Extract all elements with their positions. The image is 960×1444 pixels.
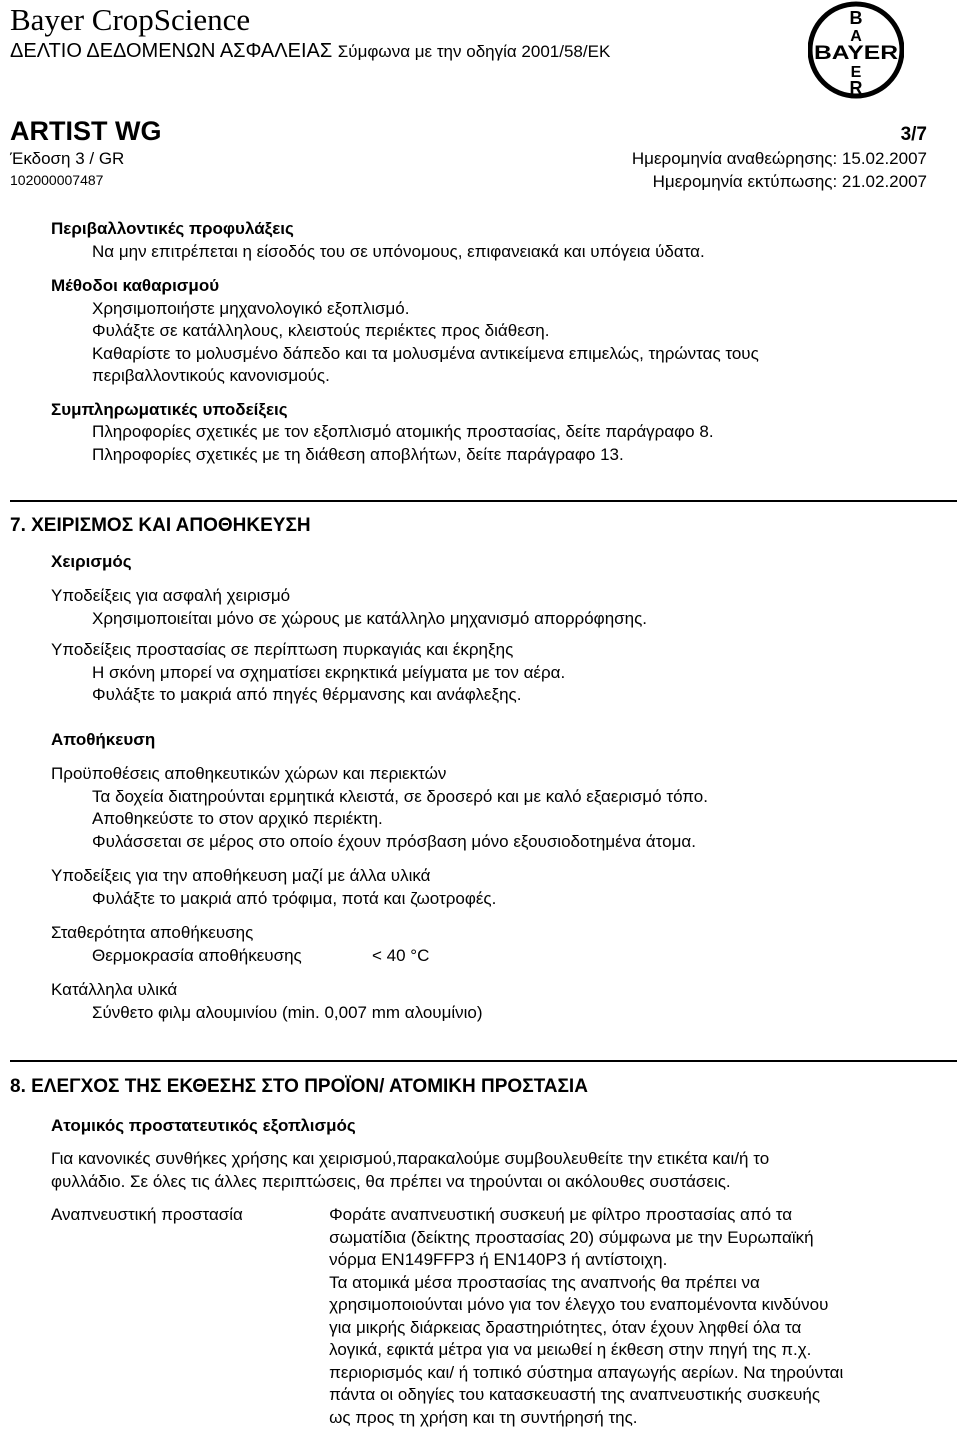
page-number: 3/7 <box>900 124 927 145</box>
fire-protection-line: Η σκόνη μπορεί να σχηματίσει εκρηκτικά μείγματα με τον αέρα. <box>92 662 566 682</box>
fire-protection-label: Υποδείξεις προστασίας σε περίπτωση πυρκαγιάς και έκρηξης <box>51 640 514 659</box>
env-precautions-heading: Περιβαλλοντικές προφυλάξεις <box>51 219 294 238</box>
section-8-title: 8. ΕΛΕΓΧΟΣ ΤΗΣ ΕΚΘΕΣΗΣ ΣΤΟ ΠΡΟΪΟΝ/ ΑΤΟΜΙΚΗ ΠΡΟΣΤΑΣΙΑ <box>10 1076 588 1097</box>
storage-heading: Αποθήκευση <box>51 729 156 749</box>
section-7 <box>10 515 935 1024</box>
storage-conditions-label: Προϋποθέσεις αποθηκευτικών χώρων και περιεκτών <box>51 764 447 783</box>
advice-line: Πληροφορίες σχετικές με τη διάθεση αποβλήτων, δείτε παράγραφο 13. <box>92 444 624 464</box>
resp-line: νόρμα EN149FFP3 ή EN140P3 ή αντίστοιχη. <box>329 1250 668 1269</box>
print-date: Ημερομηνία εκτύπωσης: 21.02.2007 <box>652 172 927 191</box>
storage-condition-line: Φυλάσσεται σε μέρος στο οποίο έχουν πρόσβαση μόνο εξουσιοδοτημένα άτομα. <box>92 831 696 851</box>
resp-line: Φοράτε αναπνευστική συσκευή με φίλτρο προστασίας από τα <box>329 1205 793 1224</box>
revision-date: Ημερομηνία αναθεώρησης: 15.02.2007 <box>631 149 927 168</box>
advice-line: Πληροφορίες σχετικές με τον εξοπλισμό ατομικής προστασίας, δείτε παράγραφο 8. <box>92 422 714 441</box>
ppe-heading: Ατομικός προστατευτικός εξοπλισμός <box>51 1115 356 1135</box>
respiratory-protection-label: Αναπνευστική προστασία <box>51 1205 243 1224</box>
storage-temperature-value: < 40 °C <box>372 945 430 965</box>
safe-handling-text: Χρησιμοποιείται μόνο σε χώρους με κατάλληλο μηχανισμό απορρόφησης. <box>92 608 648 628</box>
cleaning-methods-list <box>51 298 960 388</box>
suitable-materials-text: Σύνθετο φιλμ αλουμινίου (min. 0,007 mm αλουμίνιο) <box>92 1002 483 1022</box>
material-code: 102000007487 <box>10 172 104 188</box>
ppe-intro-line: φυλλάδιο. Σε όλες τις άλλες περιπτώσεις, θα πρέπει να τηρούνται οι ακόλουθες συστάσεις. <box>51 1171 731 1191</box>
ppe-intro <box>10 1148 935 1193</box>
logo-letter-a: A <box>850 28 862 45</box>
storage-temperature-label: Θερμοκρασία αποθήκευσης <box>92 945 302 965</box>
resp-line: ως προς τη χρήση και τη συντήρησή της. <box>329 1407 638 1427</box>
respiratory-protection-row <box>10 1204 935 1429</box>
logo-letter-r: R <box>849 78 863 98</box>
cleaning-line: Φυλάξτε σε κατάλληλους, κλειστούς περιέκτες προς διάθεση. <box>92 321 550 340</box>
version-label: Έκδοση 3 / GR <box>10 149 125 168</box>
ppe-intro-line: Για κανονικές συνθήκες χρήσης και χειρισμού,παρακαλούμε συμβουλευθείτε την ετικέτα και/ή το <box>51 1149 770 1168</box>
storage-temperature-row <box>10 945 935 968</box>
storage-condition-line: Αποθηκεύστε το στον αρχικό περιέκτη. <box>92 809 383 828</box>
bayer-cross-logo <box>808 0 904 100</box>
resp-line: Τα ατομικά μέσα προστασίας της αναπνοής θα πρέπει να <box>329 1272 760 1292</box>
cleaning-line: περιβαλλοντικούς κανονισμούς. <box>92 366 330 385</box>
suitable-materials-label: Κατάλληλα υλικά <box>51 980 178 999</box>
resp-line: χρησιμοποιούνται μόνο για τον έλεγχο του εναπομένοντα κινδύνου <box>329 1295 829 1314</box>
resp-line: πάντα οι οδηγίες του κατασκευαστή της αναπνευστικής συσκευής <box>329 1385 821 1404</box>
env-precautions-text: Να μην επιτρέπεται η είσοδός του σε υπόνομους, επιφανειακά και υπόγεια ύδατα. <box>92 241 705 261</box>
safe-handling-label: Υποδείξεις για ασφαλή χειρισμό <box>51 586 291 605</box>
logo-letter-b: B <box>849 8 863 28</box>
handling-heading: Χειρισμός <box>51 551 132 571</box>
resp-line: για μικρής διάρκειας δραστηριότητες, όταν έχουν ληφθεί όλα τα <box>329 1317 802 1337</box>
section-6-continuation <box>10 218 960 466</box>
doc-title-main: ΔΕΛΤΙΟ ΔΕΔΟΜΕΝΩΝ ΑΣΦΑΛΕΙΑΣ <box>10 40 333 62</box>
doc-title-subtitle: Σύμφωνα με την οδηγία 2001/58/ΕΚ <box>337 42 611 61</box>
section-8 <box>10 1076 935 1429</box>
storage-stability-label: Σταθερότητα αποθήκευσης <box>51 923 254 942</box>
respiratory-protection-text <box>329 1204 935 1429</box>
section-divider <box>10 500 957 502</box>
storage-condition-line: Τα δοχεία διατηρούνται ερμητικά κλειστά, σε δροσερό και με καλό εξαερισμό τόπο. <box>92 786 708 806</box>
logo-letter-e: E <box>850 64 862 81</box>
company-name: Bayer CropScience <box>10 2 251 37</box>
cleaning-methods-heading: Μέθοδοι καθαρισμού <box>51 276 220 295</box>
resp-line: λογικά, εφικτά μέτρα για να μειωθεί η έκθεση στην πηγή της π.χ. <box>329 1340 812 1359</box>
additional-advice-list <box>51 421 960 466</box>
joint-storage-text: Φυλάξτε το μακριά από τρόφιμα, ποτά και ζωοτροφές. <box>92 888 497 908</box>
document-title <box>10 40 610 63</box>
joint-storage-label: Υποδείξεις για την αποθήκευση μαζί με άλλα υλικά <box>51 866 431 885</box>
additional-advice-heading: Συμπληρωματικές υποδείξεις <box>51 399 288 419</box>
fire-protection-line: Φυλάξτε το μακριά από πηγές θέρμανσης και ανάφλεξης. <box>92 685 522 704</box>
resp-line: σωματίδια (δείκτης προστασίας 20) σύμφωνα με την Ευρωπαϊκή <box>329 1227 814 1247</box>
cleaning-line: Καθαρίστε το μολυσμένο δάπεδο και τα μολυσμένα αντικείμενα επιμελώς, τηρώντας τους <box>92 343 759 363</box>
section-7-title: 7. ΧΕΙΡΙΣΜΟΣ ΚΑΙ ΑΠΟΘΗΚΕΥΣΗ <box>10 515 311 536</box>
section-divider <box>10 1060 957 1062</box>
cleaning-line: Χρησιμοποιήστε μηχανολογικό εξοπλισμό. <box>92 298 410 318</box>
resp-line: περιορισμός και/ ή τοπικό σύστημα απαγωγής αερίων. Να τηρούνται <box>329 1362 844 1382</box>
logo-word: BAYER <box>814 43 899 64</box>
product-name: ARTIST WG <box>10 116 162 146</box>
